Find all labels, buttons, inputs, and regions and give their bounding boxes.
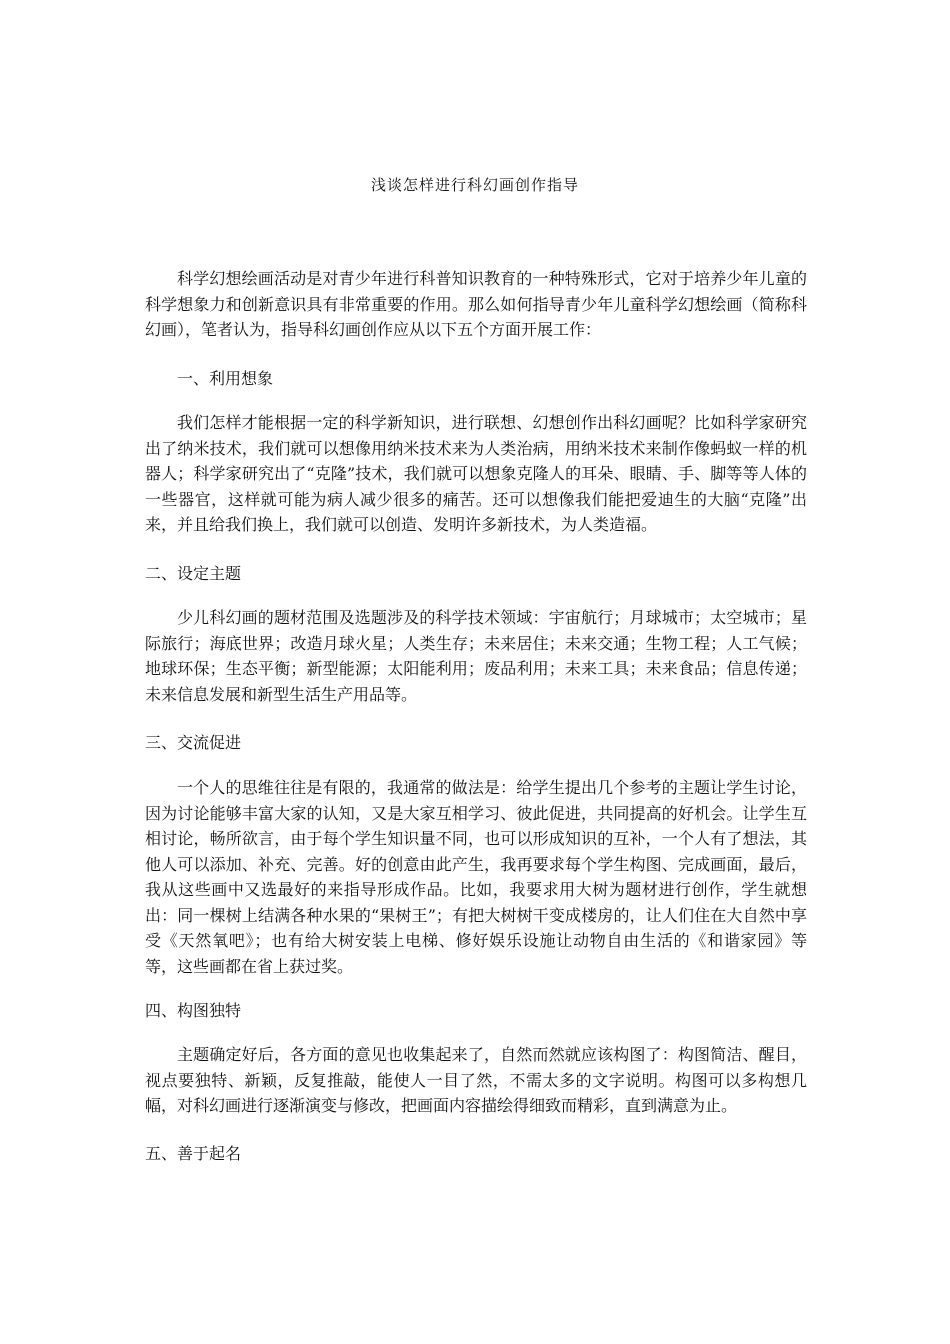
intro-paragraph: 科学幻想绘画活动是对青少年进行科普知识教育的一种特殊形式，它对于培养少年儿童的科学想象力和创新意识具有非常重要的作用。那么如何指导青少年儿童科学幻想绘画（简称科幻画），笔者认为，指导科幻画创作应从以下五个方面开展工作： [145, 269, 807, 339]
section-4-heading: 四、构图独特 [145, 1001, 242, 1020]
section-3-paragraph: 一个人的思维往往是有限的，我通常的做法是：给学生提出几个参考的主题让学生讨论，因为讨论能够丰富大家的认知，又是大家互相学习、彼此促进，共同提高的好机会。让学生互相讨论，畅所欲言，由于每个学生知识量不同，也可以形成知识的互补，一个人有了想法，其他人可以添加、补充、完善。好的创意由此产生，我再要求每个学生构图、完成画面，最后，我从这些画中又选最好的来指导形成作品。比如，我要求用大树为题材进行创作，学生就想出：同一棵树上结满各种水果的“果树王”；有把大树树干变成楼房的，让人们住在大自然中享受《天然氧吧》；也有给大树安装上电梯、修好娱乐设施让动物自由生活的《和谐家园》等等，这些画都在省上获过奖。 [145, 778, 807, 976]
section-4-paragraph: 主题确定好后，各方面的意见也收集起来了，自然而然就应该构图了：构图简洁、醒目，视点要独特、新颖，反复推敲，能使人一目了然，不需太多的文字说明。构图可以多构想几幅，对科幻画进行逐渐演变与修改，把画面内容描绘得细致而精彩，直到满意为止。 [145, 1045, 807, 1115]
section-2-paragraph: 少儿科幻画的题材范围及选题涉及的科学技术领域：宇宙航行；月球城市；太空城市；星际旅行；海底世界；改造月球火星；人类生存；未来居住；未来交通；生物工程；人工气候；地球环保；生态平衡；新型能源；太阳能利用；废品利用；未来工具；未来食品；信息传递；未来信息发展和新型生活生产用品等。 [145, 608, 807, 704]
section-5-heading: 五、善于起名 [145, 1144, 242, 1163]
section-3-heading: 三、交流促进 [145, 733, 242, 752]
document-title: 浅谈怎样进行科幻画创作指导 [370, 176, 579, 194]
section-1-heading: 一、利用想象 [177, 369, 274, 388]
section-1-paragraph: 我们怎样才能根据一定的科学新知识，进行联想、幻想创作出科幻画呢？比如科学家研究出了纳米技术，我们就可以想像用纳米技术来为人类治病，用纳米技术来制作像蚂蚁一样的机器人；科学家研究出了“克隆”技术，我们就可以想象克隆人的耳朵、眼睛、手、脚等等人体的一些器官，这样就可能为病人减少很多的痛苦。还可以想像我们能把爱迪生的大脑“克隆”出来，并且给我们换上，我们就可以创造、发明许多新技术，为人类造福。 [145, 413, 807, 534]
section-2-heading: 二、设定主题 [145, 564, 242, 583]
